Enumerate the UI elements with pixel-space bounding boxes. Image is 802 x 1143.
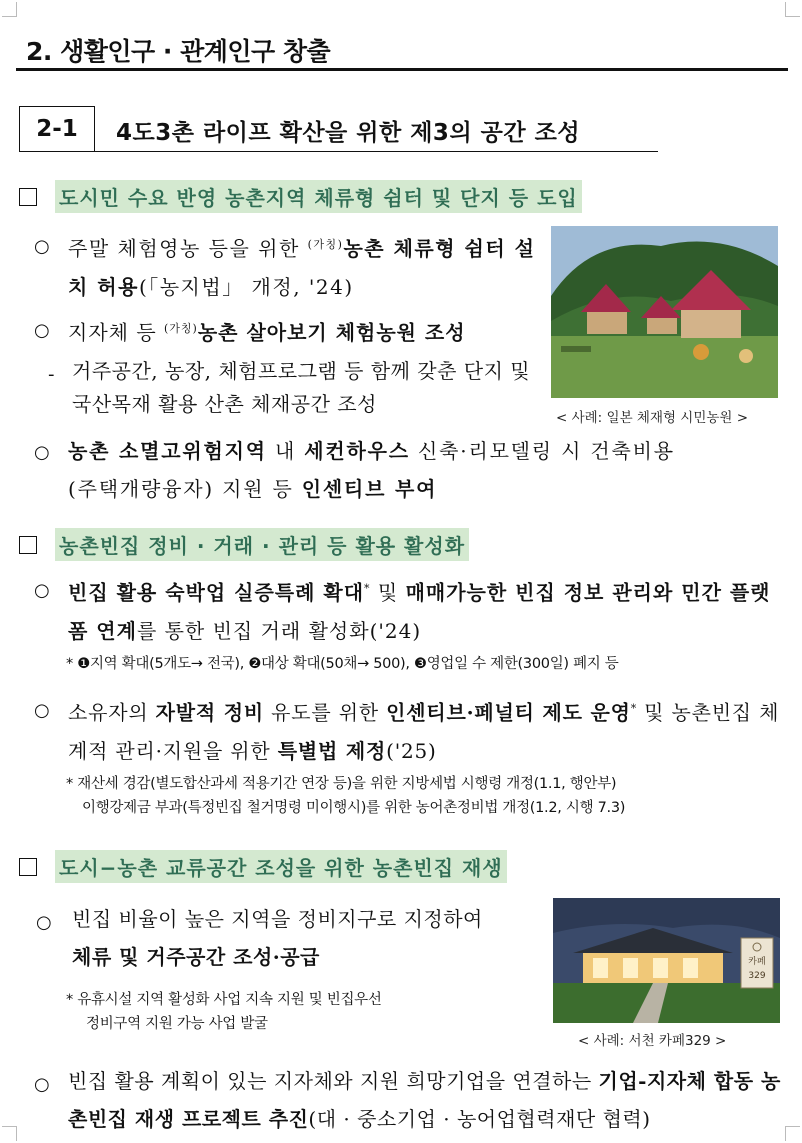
list-item: 주말 체험영농 등을 위한 $^{(가칭)}$농촌 체류형 쉼터 설치 허용(「농지법」 개정, '24) [68, 236, 536, 299]
dash-bullet-icon: - [48, 364, 55, 385]
crop-mark [2, 2, 17, 17]
footnote: * ❶지역 확대(5개도→ 전국), ❷대상 확대(50채→ 500), ❸영업일 수 제한(300일) 폐지 등 [66, 656, 619, 672]
list-item: 지자체 등 $^{(가칭)}$농촌 살아보기 체험농원 조성 [68, 320, 466, 345]
photo-japan-farm [551, 226, 778, 398]
photo-caption: < 사례: 서천 카페329 > [578, 1033, 727, 1049]
list-item: 빈집 활용 숙박업 실증특례 확대* 및 매매가능한 빈집 정보 관리와 민간 플랫폼 연계를 통한 빈집 거래 활성화('24) [68, 580, 771, 643]
checkbox-square-icon [19, 536, 37, 554]
sign-text-bottom: 329 [748, 971, 766, 981]
circle-bullet-icon: ○ [34, 320, 50, 341]
crop-mark [785, 2, 800, 17]
circle-bullet-icon: ○ [36, 912, 52, 933]
photo-farm-illustration [551, 226, 778, 398]
block-heading [19, 850, 507, 883]
crop-mark [2, 1126, 17, 1141]
section-title: 2. 생활인구 · 관계인구 창출 [26, 37, 331, 66]
circle-bullet-icon: ○ [34, 442, 50, 463]
circle-bullet-icon: ○ [34, 580, 50, 601]
section-rule [16, 68, 788, 71]
circle-bullet-icon: ○ [34, 236, 50, 257]
block-heading [19, 180, 582, 213]
list-item: 소유자의 자발적 정비 유도를 위한 인센티브·페널티 제도 운영* 및 농촌빈집 체계적 관리·지원을 위한 특별법 제정('25) [68, 700, 780, 763]
list-item: 거주공간, 농장, 체험프로그램 등 함께 갖춘 단지 및 국산목재 활용 산촌 체재공간 조성 [72, 359, 531, 416]
photo-cafe329 [553, 898, 780, 1023]
checkbox-square-icon [19, 188, 37, 206]
list-item: 빈집 활용 계획이 있는 지자체와 지원 희망기업을 연결하는 기업-지자체 합동 농촌빈집 재생 프로젝트 추진(대 · 중소기업 · 농어업협력재단 협력) [68, 1069, 781, 1131]
sign-text-top: 카페 [748, 957, 766, 967]
block-heading-text: 농촌빈집 정비 · 거래 · 관리 등 활용 활성화 [55, 528, 469, 561]
photo-caption: < 사례: 일본 체재형 시민농원 > [556, 410, 749, 426]
footnote: 정비구역 지원 가능 사업 발굴 [86, 1016, 268, 1032]
circle-bullet-icon: ○ [34, 1074, 50, 1095]
list-item: 빈집 비율이 높은 지역을 정비지구로 지정하여 체류 및 거주공간 조성·공급 [72, 907, 483, 969]
block-heading [19, 528, 469, 561]
checkbox-square-icon [19, 858, 37, 876]
footnote: * 재산세 경감(별도합산과세 적용기간 연장 등)을 위한 지방세법 시행령 개정(1.1, 행안부) [66, 776, 617, 792]
subsection-number: 2-1 [19, 106, 95, 152]
subsection-rule [93, 151, 658, 152]
footnote: * 유휴시설 지역 활성화 사업 지속 지원 및 빈집우선 [66, 992, 382, 1008]
block-heading-text: 도시−농촌 교류공간 조성을 위한 농촌빈집 재생 [55, 850, 507, 883]
footnote: 이행강제금 부과(특정빈집 철거명령 미이행시)를 위한 농어촌정비법 개정(1.2, 시행 7.3) [82, 800, 626, 816]
photo-cafe-illustration [553, 898, 780, 1023]
subsection-title: 4도3촌 라이프 확산을 위한 제3의 공간 조성 [116, 120, 581, 146]
block-heading-text: 도시민 수요 반영 농촌지역 체류형 쉼터 및 단지 등 도입 [55, 180, 582, 213]
circle-bullet-icon: ○ [34, 700, 50, 721]
list-item: 농촌 소멸고위험지역 내 세컨하우스 신축·리모델링 시 건축비용 (주택개량융자) 지원 등 인센티브 부여 [68, 439, 675, 501]
